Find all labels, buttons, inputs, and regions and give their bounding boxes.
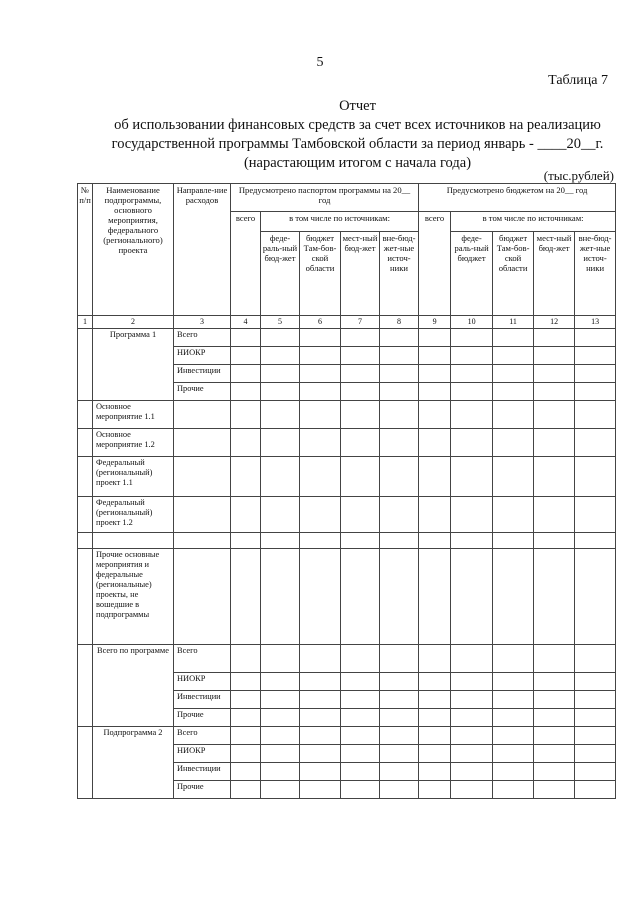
- data-cell: [419, 781, 451, 799]
- column-number: 4: [231, 316, 261, 329]
- data-cell: [380, 401, 419, 429]
- row-name-cell: [93, 533, 174, 549]
- data-cell: [231, 673, 261, 691]
- data-cell: [300, 763, 341, 781]
- row-num-cell: [78, 429, 93, 457]
- data-cell: [575, 401, 616, 429]
- data-cell: [534, 763, 575, 781]
- data-cell: [261, 709, 300, 727]
- data-cell: [261, 365, 300, 383]
- data-cell: [451, 365, 493, 383]
- data-cell: [451, 781, 493, 799]
- row-num-cell: [78, 533, 93, 549]
- row-direction-cell: Прочие: [174, 781, 231, 799]
- column-number: 11: [493, 316, 534, 329]
- data-cell: [341, 727, 380, 745]
- data-cell: [300, 497, 341, 533]
- row-direction-cell: НИОКР: [174, 347, 231, 365]
- data-cell: [451, 347, 493, 365]
- data-cell: [493, 673, 534, 691]
- row-direction-cell: [174, 401, 231, 429]
- data-cell: [419, 763, 451, 781]
- data-cell: [575, 691, 616, 709]
- data-cell: [493, 709, 534, 727]
- data-cell: [380, 763, 419, 781]
- data-cell: [575, 645, 616, 673]
- table-label: Таблица 7: [548, 73, 608, 88]
- data-cell: [451, 709, 493, 727]
- data-cell: [575, 365, 616, 383]
- data-cell: [575, 383, 616, 401]
- data-cell: [419, 727, 451, 745]
- data-cell: [300, 645, 341, 673]
- data-cell: [341, 745, 380, 763]
- data-cell: [300, 745, 341, 763]
- data-cell: [341, 457, 380, 497]
- data-cell: [261, 497, 300, 533]
- header-budget-local: мест-ный бюд-жет: [534, 232, 575, 316]
- data-cell: [493, 745, 534, 763]
- data-cell: [380, 709, 419, 727]
- data-cell: [534, 691, 575, 709]
- data-cell: [493, 329, 534, 347]
- header-passport-local: мест-ный бюд-жет: [341, 232, 380, 316]
- data-cell: [575, 429, 616, 457]
- data-cell: [575, 497, 616, 533]
- data-cell: [231, 781, 261, 799]
- data-cell: [261, 781, 300, 799]
- data-cell: [575, 329, 616, 347]
- header-num: № п/п: [78, 184, 93, 316]
- data-cell: [380, 781, 419, 799]
- data-cell: [380, 497, 419, 533]
- data-cell: [451, 533, 493, 549]
- column-number: 1: [78, 316, 93, 329]
- data-cell: [341, 781, 380, 799]
- data-cell: [451, 401, 493, 429]
- data-cell: [493, 365, 534, 383]
- header-budget-extra: вне-бюд-жет-ные источ-ники: [575, 232, 616, 316]
- data-cell: [341, 673, 380, 691]
- row-direction-cell: Всего: [174, 645, 231, 673]
- table-row: [78, 457, 616, 497]
- data-cell: [300, 401, 341, 429]
- data-cell: [451, 727, 493, 745]
- data-cell: [231, 533, 261, 549]
- data-cell: [451, 673, 493, 691]
- row-num-cell: [78, 329, 93, 401]
- row-name-cell: Подпрограмма 2: [93, 727, 174, 799]
- title-line-3: государственной программы Тамбовской области за период январь - ____20__г.: [111, 136, 604, 152]
- data-cell: [575, 727, 616, 745]
- data-cell: [575, 549, 616, 645]
- row-num-cell: [78, 457, 93, 497]
- column-number: 12: [534, 316, 575, 329]
- data-cell: [261, 549, 300, 645]
- data-cell: [261, 645, 300, 673]
- data-cell: [534, 727, 575, 745]
- data-cell: [261, 457, 300, 497]
- data-cell: [380, 383, 419, 401]
- data-cell: [341, 383, 380, 401]
- data-cell: [493, 781, 534, 799]
- data-cell: [300, 549, 341, 645]
- data-cell: [534, 645, 575, 673]
- column-number: 8: [380, 316, 419, 329]
- data-cell: [341, 645, 380, 673]
- row-name-cell: Федеральный (региональный) проект 1.2: [93, 497, 174, 533]
- column-number: 5: [261, 316, 300, 329]
- data-cell: [380, 673, 419, 691]
- data-cell: [451, 329, 493, 347]
- header-passport: Предусмотрено паспортом программы на 20__ год: [231, 184, 419, 212]
- data-cell: [300, 329, 341, 347]
- row-direction-cell: [174, 497, 231, 533]
- row-num-cell: [78, 401, 93, 429]
- data-cell: [380, 645, 419, 673]
- data-cell: [341, 549, 380, 645]
- data-cell: [380, 329, 419, 347]
- row-name-cell: Основное мероприятие 1.2: [93, 429, 174, 457]
- data-cell: [534, 347, 575, 365]
- data-cell: [575, 745, 616, 763]
- data-cell: [300, 457, 341, 497]
- data-cell: [380, 549, 419, 645]
- data-cell: [341, 497, 380, 533]
- data-cell: [419, 347, 451, 365]
- data-cell: [231, 709, 261, 727]
- data-cell: [231, 365, 261, 383]
- row-direction-cell: НИОКР: [174, 673, 231, 691]
- header-budget-regional: бюджет Там-бов-ской области: [493, 232, 534, 316]
- data-cell: [534, 329, 575, 347]
- data-cell: [380, 533, 419, 549]
- data-cell: [534, 549, 575, 645]
- data-cell: [261, 673, 300, 691]
- data-cell: [575, 533, 616, 549]
- row-name-cell: Основное мероприятие 1.1: [93, 401, 174, 429]
- column-number: 6: [300, 316, 341, 329]
- data-cell: [451, 383, 493, 401]
- data-cell: [231, 347, 261, 365]
- data-cell: [261, 347, 300, 365]
- unit-label: (тыс.рублей): [543, 168, 614, 183]
- data-cell: [451, 763, 493, 781]
- data-cell: [451, 457, 493, 497]
- data-cell: [231, 727, 261, 745]
- data-cell: [261, 763, 300, 781]
- data-cell: [231, 457, 261, 497]
- data-cell: [451, 691, 493, 709]
- table-row: [78, 429, 616, 457]
- data-cell: [300, 533, 341, 549]
- table-row: [78, 549, 616, 645]
- table-row: [78, 497, 616, 533]
- data-cell: [575, 709, 616, 727]
- data-cell: [534, 401, 575, 429]
- row-name-cell: Всего по программе: [93, 645, 174, 727]
- data-cell: [419, 645, 451, 673]
- data-cell: [380, 745, 419, 763]
- data-cell: [261, 329, 300, 347]
- data-cell: [341, 763, 380, 781]
- data-cell: [419, 549, 451, 645]
- title-line-4: (нарастающим итогом с начала года): [243, 155, 472, 171]
- header-passport-total: всего: [231, 212, 261, 316]
- data-cell: [534, 457, 575, 497]
- header-direction: Направле-ние расходов: [174, 184, 231, 316]
- column-number: 9: [419, 316, 451, 329]
- row-direction-cell: Инвестиции: [174, 763, 231, 781]
- data-cell: [493, 727, 534, 745]
- data-cell: [300, 673, 341, 691]
- data-cell: [451, 549, 493, 645]
- data-cell: [341, 429, 380, 457]
- data-cell: [493, 457, 534, 497]
- data-cell: [493, 347, 534, 365]
- header-budget-federal: феде-раль-ный бюджет: [451, 232, 493, 316]
- data-cell: [380, 691, 419, 709]
- data-cell: [419, 709, 451, 727]
- data-cell: [534, 365, 575, 383]
- title-line-2: об использовании финансовых средств за счет всех источников на реализацию: [114, 117, 601, 133]
- table-row: [78, 533, 616, 549]
- data-cell: [380, 429, 419, 457]
- data-cell: [575, 673, 616, 691]
- row-direction-cell: [174, 457, 231, 497]
- row-num-cell: [78, 497, 93, 533]
- data-cell: [261, 383, 300, 401]
- data-cell: [534, 497, 575, 533]
- data-cell: [261, 401, 300, 429]
- data-cell: [419, 365, 451, 383]
- data-cell: [419, 429, 451, 457]
- data-cell: [451, 497, 493, 533]
- row-direction-cell: Всего: [174, 727, 231, 745]
- data-cell: [419, 329, 451, 347]
- data-cell: [341, 533, 380, 549]
- header-budget-total: всего: [419, 212, 451, 316]
- data-cell: [419, 457, 451, 497]
- data-cell: [300, 727, 341, 745]
- data-cell: [380, 727, 419, 745]
- data-cell: [419, 691, 451, 709]
- header-budget-incl: в том числе по источникам:: [451, 212, 616, 232]
- header-passport-extra: вне-бюд-жет-ные источ-ники: [380, 232, 419, 316]
- data-cell: [261, 429, 300, 457]
- data-cell: [575, 781, 616, 799]
- data-cell: [493, 533, 534, 549]
- header-name: Наименование подпрограммы, основного мероприятия, федерального (регионального) проекта: [93, 184, 174, 316]
- data-cell: [493, 497, 534, 533]
- data-cell: [534, 429, 575, 457]
- title-line-1: Отчет: [339, 98, 376, 114]
- data-cell: [493, 383, 534, 401]
- data-cell: [534, 673, 575, 691]
- data-cell: [451, 429, 493, 457]
- data-cell: [231, 645, 261, 673]
- data-cell: [300, 383, 341, 401]
- header-passport-incl: в том числе по источникам:: [261, 212, 419, 232]
- table-row: [78, 329, 616, 347]
- data-cell: [493, 429, 534, 457]
- data-cell: [451, 745, 493, 763]
- data-cell: [419, 383, 451, 401]
- data-cell: [493, 763, 534, 781]
- data-cell: [380, 365, 419, 383]
- column-number: 10: [451, 316, 493, 329]
- data-cell: [534, 533, 575, 549]
- data-cell: [300, 365, 341, 383]
- data-cell: [341, 709, 380, 727]
- data-cell: [575, 763, 616, 781]
- data-cell: [419, 745, 451, 763]
- data-cell: [341, 401, 380, 429]
- table-row: [78, 645, 616, 673]
- data-cell: [231, 383, 261, 401]
- data-cell: [231, 497, 261, 533]
- data-cell: [300, 709, 341, 727]
- row-direction-cell: Всего: [174, 329, 231, 347]
- data-cell: [341, 365, 380, 383]
- data-cell: [341, 691, 380, 709]
- data-cell: [534, 781, 575, 799]
- data-cell: [261, 727, 300, 745]
- report-table: [77, 183, 616, 799]
- data-cell: [493, 691, 534, 709]
- row-num-cell: [78, 645, 93, 727]
- data-cell: [231, 691, 261, 709]
- data-cell: [300, 347, 341, 365]
- row-direction-cell: [174, 549, 231, 645]
- column-number: 7: [341, 316, 380, 329]
- data-cell: [261, 533, 300, 549]
- data-cell: [451, 645, 493, 673]
- table-row: [78, 401, 616, 429]
- data-cell: [300, 429, 341, 457]
- header-passport-federal: феде-раль-ный бюд-жет: [261, 232, 300, 316]
- data-cell: [493, 401, 534, 429]
- data-cell: [419, 497, 451, 533]
- column-number: 2: [93, 316, 174, 329]
- data-cell: [493, 549, 534, 645]
- data-cell: [575, 347, 616, 365]
- data-cell: [231, 429, 261, 457]
- row-direction-cell: Инвестиции: [174, 365, 231, 383]
- data-cell: [341, 329, 380, 347]
- header-passport-regional: бюджет Там-бов-ской области: [300, 232, 341, 316]
- table-row: [78, 727, 616, 745]
- data-cell: [534, 745, 575, 763]
- data-cell: [380, 457, 419, 497]
- row-direction-cell: Прочие: [174, 709, 231, 727]
- row-name-cell: Программа 1: [93, 329, 174, 401]
- data-cell: [231, 745, 261, 763]
- data-cell: [231, 401, 261, 429]
- data-cell: [261, 745, 300, 763]
- data-cell: [231, 329, 261, 347]
- data-cell: [575, 457, 616, 497]
- data-cell: [300, 781, 341, 799]
- page-number: 5: [316, 55, 324, 70]
- data-cell: [534, 709, 575, 727]
- data-cell: [261, 691, 300, 709]
- data-cell: [493, 645, 534, 673]
- row-name-cell: Прочие основные мероприятия и федеральные (региональные) проекты, не вошедшие в подпрограммы: [93, 549, 174, 645]
- document-title: [70, 97, 640, 173]
- data-cell: [231, 549, 261, 645]
- row-direction-cell: [174, 429, 231, 457]
- data-cell: [300, 691, 341, 709]
- data-cell: [419, 401, 451, 429]
- row-direction-cell: Прочие: [174, 383, 231, 401]
- row-num-cell: [78, 549, 93, 645]
- row-name-cell: Федеральный (региональный) проект 1.1: [93, 457, 174, 497]
- row-num-cell: [78, 727, 93, 799]
- row-direction-cell: НИОКР: [174, 745, 231, 763]
- column-number: 13: [575, 316, 616, 329]
- data-cell: [419, 673, 451, 691]
- row-direction-cell: Инвестиции: [174, 691, 231, 709]
- data-cell: [341, 347, 380, 365]
- data-cell: [231, 763, 261, 781]
- row-direction-cell: [174, 533, 231, 549]
- header-budget: Предусмотрено бюджетом на 20__ год: [419, 184, 616, 212]
- column-number: 3: [174, 316, 231, 329]
- data-cell: [534, 383, 575, 401]
- data-cell: [419, 533, 451, 549]
- data-cell: [380, 347, 419, 365]
